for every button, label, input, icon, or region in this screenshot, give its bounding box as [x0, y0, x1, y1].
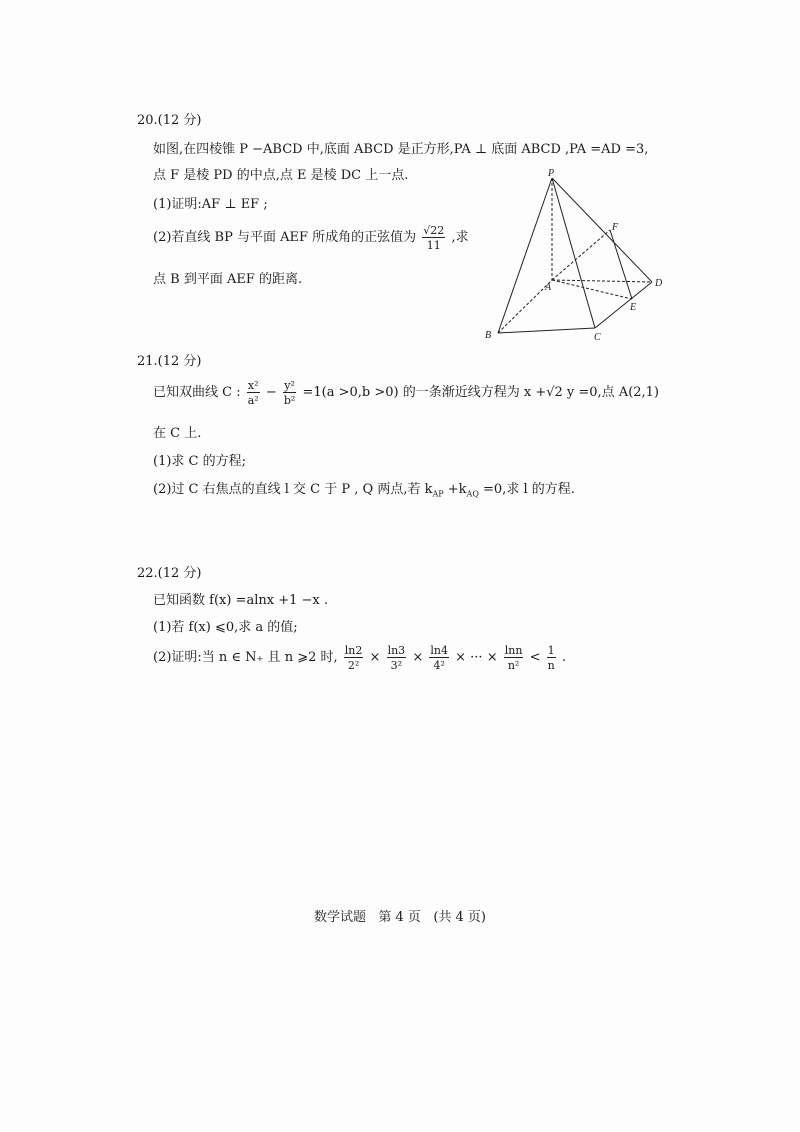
q20-header: 20.(12 分) — [137, 113, 202, 128]
q21-sub-ap: AP — [432, 489, 444, 499]
pyramid-figure — [480, 168, 670, 348]
q22-frac-1-num: 1 — [547, 643, 555, 657]
label-E: E — [630, 302, 637, 313]
q22-period: . — [561, 650, 566, 665]
q21-part2-mid: +k — [443, 482, 467, 497]
q20-part2-text: (2)若直线 BP 与平面 AEF 所成角的正弦值为 — [153, 230, 417, 245]
q21-minus: − — [265, 385, 277, 400]
q22-times: × — [412, 650, 424, 665]
q22-frac-ln3 — [387, 645, 407, 671]
q22-frac-ln4-den: 4² — [433, 658, 445, 672]
label-C: C — [594, 332, 601, 343]
q21-sub-aq: AQ — [466, 489, 479, 499]
q22-part1: (1)若 f(x) ⩽0,求 a 的值; — [153, 620, 298, 635]
q21-frac-y-den: b² — [283, 393, 296, 407]
q21-line1 — [153, 378, 659, 408]
q21-line1-post: =1(a >0,b >0) 的一条渐近线方程为 x +√2 y =0,点 A(2,1) — [302, 385, 660, 400]
q22-header: 22.(12 分) — [137, 566, 202, 581]
q21-frac-y-num: y² — [284, 378, 295, 392]
q21-frac-x-den: a² — [247, 393, 259, 407]
q20-part2 — [153, 224, 469, 252]
q22-frac-ln4-num: ln4 — [430, 643, 448, 657]
label-D: D — [655, 278, 663, 289]
q20-part1: (1)证明:AF ⊥ EF ; — [153, 197, 268, 212]
q22-line1: 已知函数 f(x) =alnx +1 −x . — [153, 593, 328, 608]
q21-part2 — [153, 478, 575, 499]
label-A: A — [545, 282, 552, 293]
q22-part2 — [153, 643, 566, 673]
q22-times: × — [369, 650, 381, 665]
q22-frac-ln2-den: 2² — [347, 658, 360, 672]
q22-frac-1-over-n — [547, 645, 556, 671]
q20-line2: 点 F 是棱 PD 的中点,点 E 是棱 DC 上一点. — [153, 168, 409, 183]
q21-part1: (1)求 C 的方程; — [153, 454, 247, 469]
q21-header: 21.(12 分) — [137, 354, 202, 369]
q22-frac-lnn-den: n² — [507, 658, 520, 672]
q22-frac-lnn — [504, 645, 524, 671]
q21-frac-x-num: x² — [247, 378, 259, 392]
q22-frac-n-den: n — [547, 658, 555, 672]
label-F: F — [612, 222, 619, 233]
q20-part2-post: ,求 — [451, 230, 469, 245]
q22-frac-ln2 — [344, 645, 364, 671]
q21-part2-text: (2)过 C 右焦点的直线 l 交 C 于 P , Q 两点,若 k — [153, 482, 433, 497]
q21-part2-end: =0,求 l 的方程. — [478, 482, 575, 497]
label-P: P — [548, 168, 555, 179]
q22-frac-ln3-num: ln3 — [387, 643, 406, 657]
q22-lt: < — [529, 650, 541, 665]
label-B: B — [485, 330, 492, 341]
q21-frac-x — [247, 380, 260, 406]
q21-line1-pre: 已知双曲线 C : — [153, 385, 241, 400]
q21-frac-y — [283, 380, 296, 406]
page-footer: 数学试题 第 4 页 (共 4 页) — [313, 910, 486, 925]
q20-sine-den: 11 — [426, 238, 441, 252]
q22-part2-text: (2)证明:当 n ∈ N₊ 且 n ⩾2 时, — [153, 650, 338, 665]
q22-dots: ··· — [470, 650, 483, 665]
q20-sine-num: √22 — [423, 223, 445, 237]
q22-frac-ln3-den: 3² — [390, 658, 403, 672]
q20-sine-fraction — [422, 225, 445, 251]
q20-line1: 如图,在四棱锥 P −ABCD 中,底面 ABCD 是正方形,PA ⊥ 底面 ABCD ,PA =AD =3, — [153, 142, 649, 157]
q22-times: × — [455, 650, 467, 665]
q20-part2-line2: 点 B 到平面 AEF 的距离. — [153, 272, 303, 287]
q22-times: × — [486, 650, 498, 665]
q22-frac-lnn-num: lnn — [504, 643, 523, 657]
q21-line2: 在 C 上. — [153, 426, 202, 441]
q22-frac-ln2-num: ln2 — [344, 643, 363, 657]
q22-frac-ln4 — [429, 645, 449, 671]
